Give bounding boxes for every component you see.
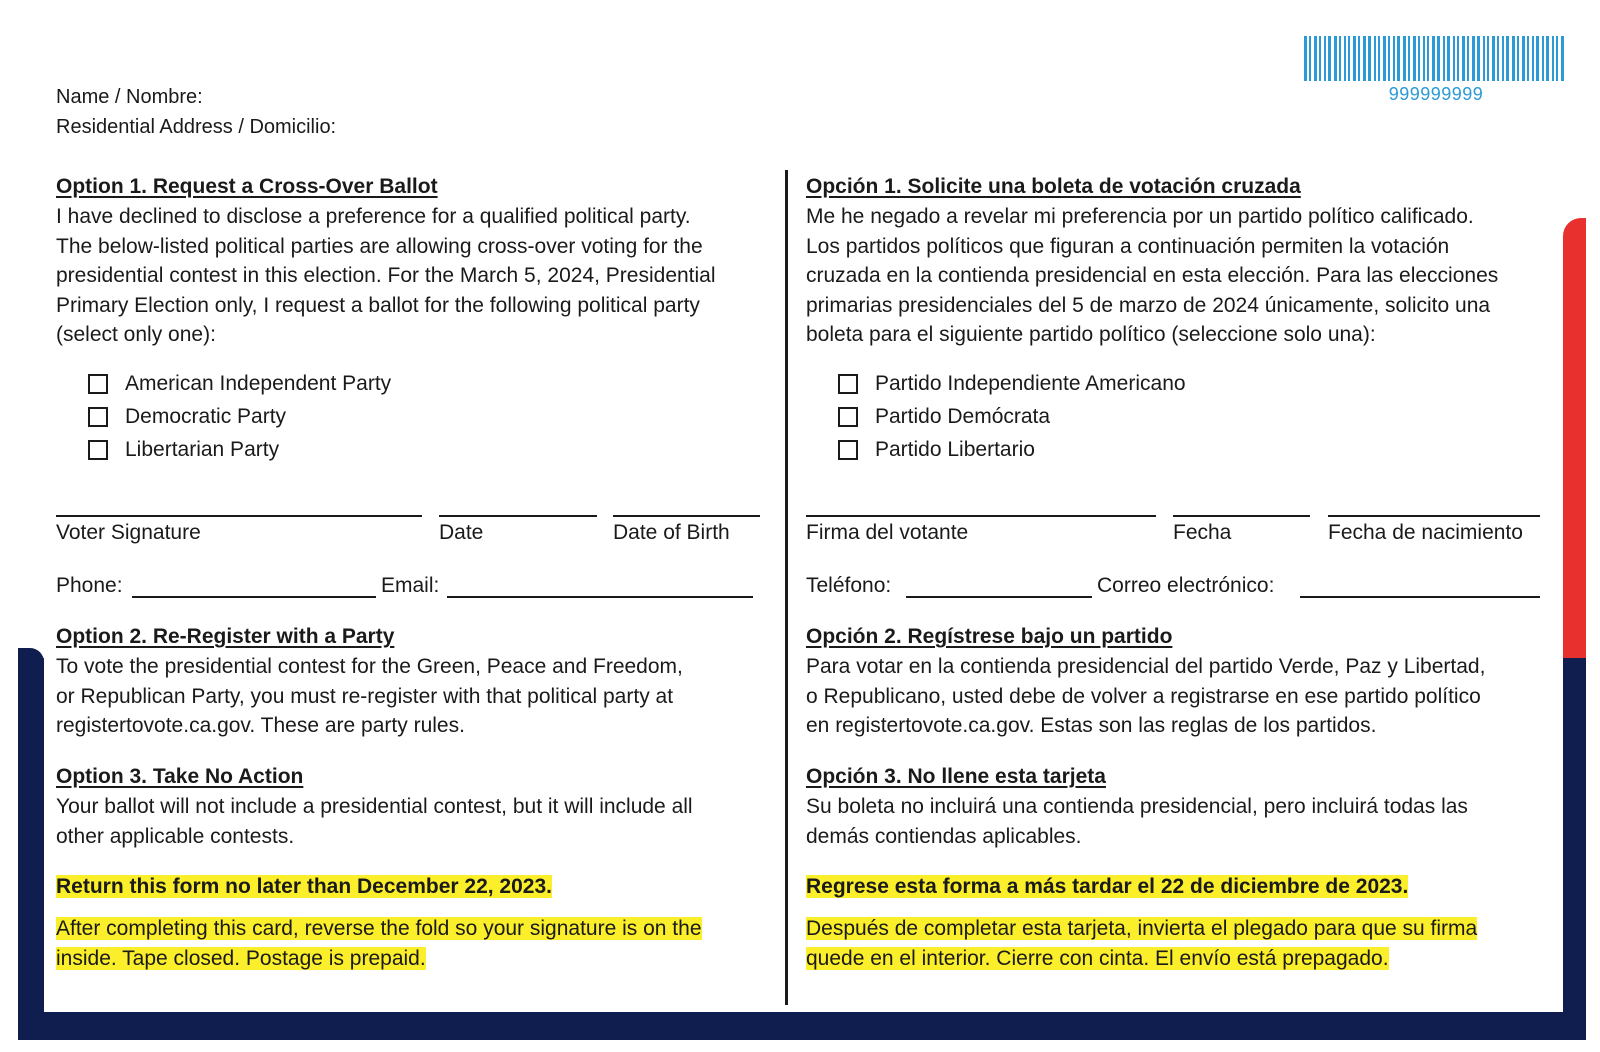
barcode-bar bbox=[1472, 36, 1475, 81]
barcode-bar bbox=[1532, 36, 1534, 81]
barcode-bar bbox=[1487, 36, 1489, 81]
checkbox[interactable] bbox=[838, 440, 858, 460]
partido-label: Partido Demócrata bbox=[875, 405, 1051, 428]
opcion2-section bbox=[806, 622, 1554, 741]
barcode-bar bbox=[1397, 36, 1400, 81]
barcode-bar bbox=[1432, 36, 1435, 81]
fecha-line[interactable] bbox=[1173, 515, 1310, 517]
instrucciones-line: quede en el interior. Cierre con cinta. El envío está prepagado. bbox=[806, 946, 1389, 970]
barcode-bar bbox=[1374, 36, 1376, 81]
barcode-bar bbox=[1418, 36, 1420, 81]
barcode-bar bbox=[1324, 36, 1326, 81]
party-option[interactable] bbox=[88, 434, 766, 467]
option1-line: The below-listed political parties are allowing cross-over voting for the bbox=[56, 234, 703, 258]
navy-border-left bbox=[18, 658, 44, 1040]
email-label: Email: bbox=[381, 574, 440, 597]
instructions bbox=[56, 914, 702, 973]
barcode-bar bbox=[1334, 36, 1337, 81]
instructions-line: After completing this card, reverse the fold so your signature is on the bbox=[56, 917, 702, 940]
opcion1-line: boleta para el siguiente partido político (seleccione solo una): bbox=[806, 323, 1376, 346]
spanish-column bbox=[806, 172, 1554, 467]
barcode-bar bbox=[1522, 36, 1525, 81]
phone-line[interactable] bbox=[132, 596, 376, 598]
correo-line[interactable] bbox=[1300, 596, 1540, 598]
name-label: Name / Nombre: bbox=[56, 86, 203, 108]
checkbox[interactable] bbox=[88, 374, 108, 394]
barcode-bar bbox=[1388, 36, 1390, 81]
party-option[interactable] bbox=[88, 368, 766, 401]
aviso-devolucion bbox=[806, 872, 1408, 902]
partido-option[interactable] bbox=[838, 401, 1554, 434]
red-border-stripe bbox=[1563, 218, 1586, 660]
barcode-bar bbox=[1304, 36, 1307, 81]
checkbox[interactable] bbox=[838, 407, 858, 427]
barcode-bar bbox=[1348, 36, 1350, 81]
opcion3-line: Su boleta no incluirá una contienda presidencial, pero incluirá todas las bbox=[806, 795, 1468, 818]
partido-checklist bbox=[838, 368, 1554, 467]
barcode-bar bbox=[1536, 36, 1539, 81]
barcode-bar bbox=[1457, 36, 1459, 81]
navy-border-bottom bbox=[18, 1012, 1586, 1040]
dob-label: Date of Birth bbox=[613, 521, 730, 544]
barcode-bar bbox=[1383, 36, 1386, 81]
barcode-bar bbox=[1328, 36, 1331, 81]
option2-section bbox=[56, 622, 766, 741]
opcion3-section bbox=[806, 762, 1554, 851]
option3-section bbox=[56, 762, 766, 851]
return-notice bbox=[56, 872, 552, 902]
dob-line[interactable] bbox=[613, 515, 760, 517]
barcode-bar bbox=[1512, 36, 1515, 81]
party-checklist bbox=[88, 368, 766, 467]
party-label: American Independent Party bbox=[125, 372, 392, 395]
barcode-bar bbox=[1502, 36, 1504, 81]
option2-title: Option 2. Re-Register with a Party bbox=[56, 625, 395, 648]
opcion3-title: Opción 3. No llene esta tarjeta bbox=[806, 765, 1106, 788]
barcode-bar bbox=[1447, 36, 1450, 81]
barcode-bar bbox=[1546, 36, 1549, 81]
barcode-bar bbox=[1314, 36, 1317, 81]
date-label: Date bbox=[439, 521, 484, 544]
checkbox[interactable] bbox=[88, 440, 108, 460]
opcion2-title: Opción 2. Regístrese bajo un partido bbox=[806, 625, 1173, 648]
barcode-bar bbox=[1358, 36, 1360, 81]
opcion1-line: cruzada en la contienda presidencial en esta elección. Para las elecciones bbox=[806, 264, 1499, 287]
barcode-bar bbox=[1437, 36, 1440, 81]
partido-option[interactable] bbox=[838, 434, 1554, 467]
barcode-bar bbox=[1561, 36, 1564, 81]
barcode-bar bbox=[1427, 36, 1429, 81]
partido-label: Partido Libertario bbox=[875, 438, 1035, 461]
navy-border-corner bbox=[18, 648, 44, 662]
signature-label: Voter Signature bbox=[56, 521, 201, 544]
party-label: Democratic Party bbox=[125, 405, 287, 428]
option3-line: other applicable contests. bbox=[56, 824, 295, 848]
phone-label: Phone: bbox=[56, 574, 123, 597]
column-divider bbox=[785, 170, 788, 1005]
option1-title: Option 1. Request a Cross-Over Ballot bbox=[56, 175, 438, 198]
firma-label: Firma del votante bbox=[806, 521, 969, 544]
opcion2-line: en registertovote.ca.gov. Estas son las reglas de los partidos. bbox=[806, 714, 1377, 737]
option1-line: presidential contest in this election. For the March 5, 2024, Presidential bbox=[56, 264, 716, 287]
option3-line: Your ballot will not include a presidential contest, but it will include all bbox=[56, 795, 693, 818]
instrucciones bbox=[806, 914, 1477, 973]
barcode-bar bbox=[1497, 36, 1499, 81]
barcode bbox=[1304, 36, 1568, 81]
option2-line: or Republican Party, you must re-register with that political party at bbox=[56, 684, 674, 708]
signature-line[interactable] bbox=[56, 515, 422, 517]
barcode-bar bbox=[1309, 36, 1311, 81]
partido-option[interactable] bbox=[838, 368, 1554, 401]
opcion1-line: Los partidos políticos que figuran a continuación permiten la votación bbox=[806, 234, 1450, 258]
opcion1-text bbox=[806, 202, 1554, 350]
barcode-bar bbox=[1319, 36, 1321, 81]
barcode-bar bbox=[1423, 36, 1425, 81]
barcode-bar bbox=[1552, 36, 1554, 81]
instrucciones-line: Después de completar esta tarjeta, invierta el plegado para que su firma bbox=[806, 917, 1478, 940]
email-line[interactable] bbox=[447, 596, 753, 598]
opcion2-line: o Republicano, usted debe de volver a registrarse en ese partido político bbox=[806, 684, 1481, 708]
barcode-bar bbox=[1403, 36, 1406, 81]
barcode-bar bbox=[1344, 36, 1346, 81]
checkbox[interactable] bbox=[88, 407, 108, 427]
barcode-bar bbox=[1339, 36, 1341, 81]
aviso-devolucion-text: Regrese esta forma a más tardar el 22 de diciembre de 2023. bbox=[806, 875, 1409, 898]
partido-label: Partido Independiente Americano bbox=[875, 372, 1186, 395]
barcode-number: 999999999 bbox=[1388, 84, 1484, 104]
party-label: Libertarian Party bbox=[125, 438, 280, 461]
instructions-line: inside. Tape closed. Postage is prepaid. bbox=[56, 946, 426, 970]
barcode-bar bbox=[1477, 36, 1480, 81]
fecha-nacimiento-line[interactable] bbox=[1328, 515, 1540, 517]
barcode-bar bbox=[1517, 36, 1519, 81]
barcode-bar bbox=[1393, 36, 1395, 81]
party-option[interactable] bbox=[88, 401, 766, 434]
option2-line: To vote the presidential contest for the Green, Peace and Freedom, bbox=[56, 655, 683, 678]
barcode-bar bbox=[1413, 36, 1416, 81]
barcode-bar bbox=[1556, 36, 1558, 81]
option1-line: I have declined to disclose a preference for a qualified political party. bbox=[56, 205, 691, 228]
barcode-bar bbox=[1368, 36, 1371, 81]
barcode-bar bbox=[1483, 36, 1485, 81]
barcode-bar bbox=[1492, 36, 1495, 81]
opcion1-line: primarias presidenciales del 5 de marzo de 2024 únicamente, solicito una bbox=[806, 293, 1491, 317]
navy-border-right bbox=[1563, 658, 1586, 1040]
barcode-bar bbox=[1443, 36, 1445, 81]
opcion2-line: Para votar en la contienda presidencial del partido Verde, Paz y Libertad, bbox=[806, 655, 1486, 678]
firma-line[interactable] bbox=[806, 515, 1156, 517]
address-label: Residential Address / Domicilio: bbox=[56, 116, 337, 138]
option1-text bbox=[56, 202, 766, 350]
opcion1-line: Me he negado a revelar mi preferencia por un partido político calificado. bbox=[806, 205, 1474, 228]
barcode-bar bbox=[1408, 36, 1410, 81]
fecha-label: Fecha bbox=[1173, 521, 1232, 544]
option1-line: (select only one): bbox=[56, 323, 216, 346]
option1-line: Primary Election only, I request a ballot for the following political party bbox=[56, 293, 700, 317]
barcode-bar bbox=[1462, 36, 1465, 81]
fecha-nacimiento-label: Fecha de nacimiento bbox=[1328, 521, 1523, 544]
barcode-bar bbox=[1378, 36, 1380, 81]
barcode-bar bbox=[1506, 36, 1509, 81]
telefono-line[interactable] bbox=[906, 596, 1092, 598]
opcion3-line: demás contiendas aplicables. bbox=[806, 824, 1082, 848]
barcode-bar bbox=[1363, 36, 1366, 81]
option2-line: registertovote.ca.gov. These are party rules. bbox=[56, 714, 465, 737]
telefono-label: Teléfono: bbox=[806, 574, 892, 597]
barcode-bar bbox=[1542, 36, 1544, 81]
barcode-bar bbox=[1527, 36, 1529, 81]
opcion1-title: Opción 1. Solicite una boleta de votación cruzada bbox=[806, 175, 1301, 198]
english-column bbox=[56, 172, 766, 467]
date-line[interactable] bbox=[439, 515, 597, 517]
barcode-bar bbox=[1467, 36, 1469, 81]
return-notice-text: Return this form no later than December 22, 2023. bbox=[56, 875, 552, 898]
barcode-bar bbox=[1353, 36, 1356, 81]
option3-title: Option 3. Take No Action bbox=[56, 765, 304, 788]
barcode-bar bbox=[1453, 36, 1455, 81]
correo-label: Correo electrónico: bbox=[1097, 574, 1275, 597]
checkbox[interactable] bbox=[838, 374, 858, 394]
